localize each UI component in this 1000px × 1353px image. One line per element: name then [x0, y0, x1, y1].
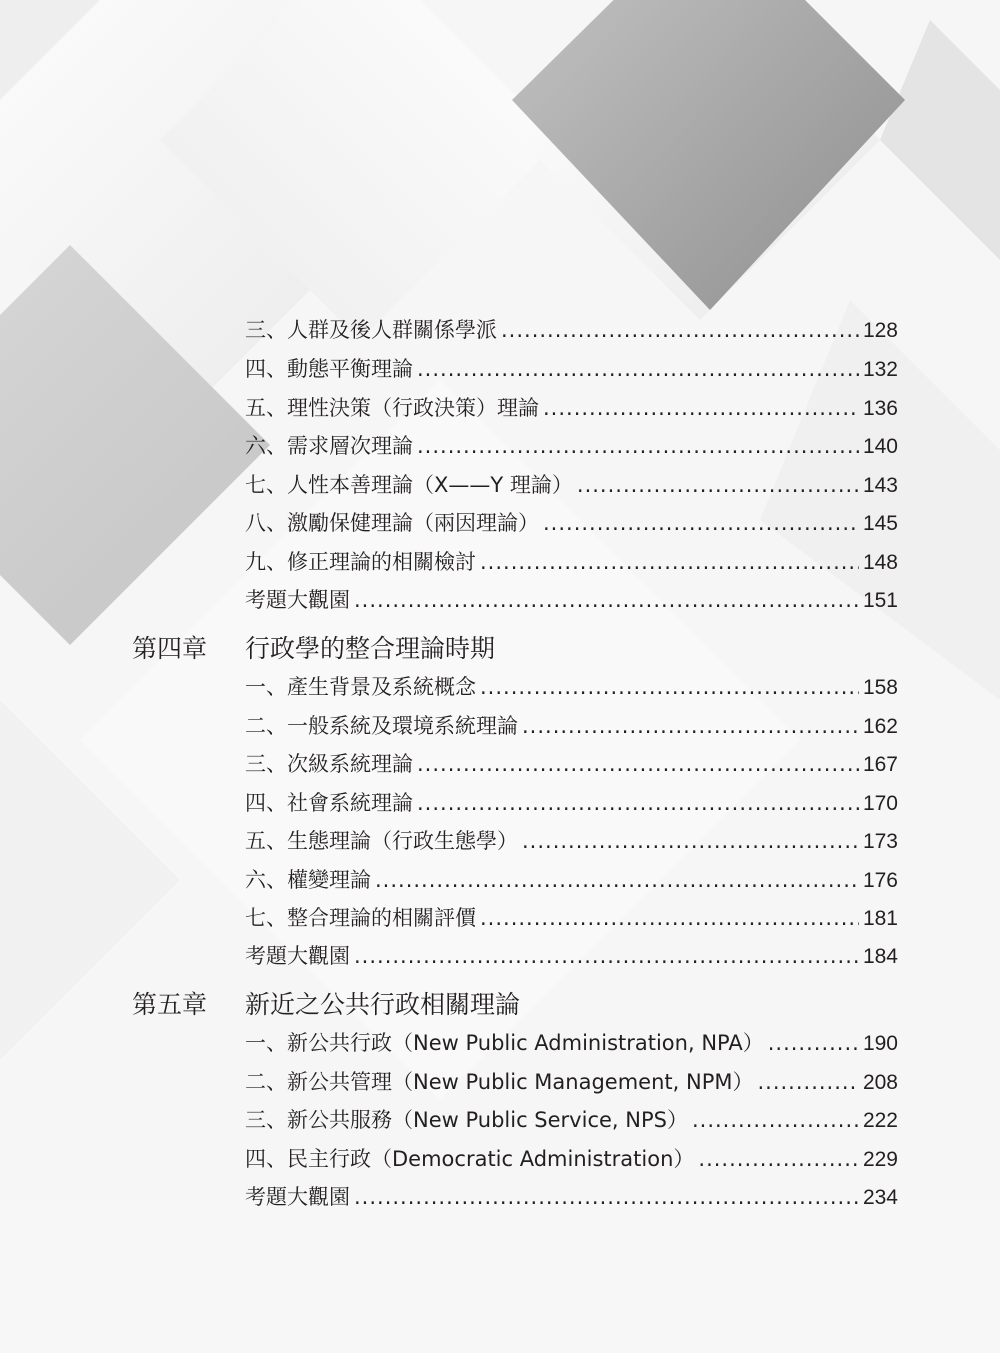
entry-page: 167	[862, 753, 898, 776]
entry-title: 一、產生背景及系統概念	[245, 675, 476, 699]
entry-title: 三、次級系統理論	[245, 752, 413, 776]
toc-entry[interactable]	[245, 899, 898, 938]
toc-entry[interactable]	[245, 389, 898, 428]
toc-entry[interactable]	[245, 1024, 898, 1063]
entry-title: 九、修正理論的相關檢討	[245, 550, 476, 574]
chapter-title: 新近之公共行政相關理論	[245, 990, 521, 1019]
entry-title: 四、民主行政（Democratic Administration）	[245, 1147, 695, 1171]
dot-leader	[480, 543, 859, 582]
dot-leader	[757, 1063, 858, 1102]
entry-title: 考題大觀園	[245, 1185, 350, 1209]
toc-entry[interactable]	[245, 427, 898, 466]
dot-leader	[522, 822, 859, 861]
entry-title: 七、整合理論的相關評價	[245, 906, 476, 930]
entry-page: 132	[862, 358, 898, 381]
entry-title: 三、新公共服務（New Public Service, NPS）	[245, 1108, 688, 1132]
dot-leader	[417, 745, 859, 784]
toc-entry[interactable]	[245, 350, 898, 389]
entry-page: 173	[862, 830, 898, 853]
dot-leader	[577, 466, 859, 505]
toc-entry[interactable]	[245, 504, 898, 543]
dot-leader	[501, 311, 859, 350]
chapter-heading[interactable]	[0, 985, 1000, 1025]
dot-leader	[692, 1101, 859, 1140]
toc-entry[interactable]	[245, 707, 898, 746]
toc-entry[interactable]	[245, 311, 898, 350]
chapter-number: 第四章	[132, 634, 208, 663]
dot-leader	[543, 504, 859, 543]
entry-title: 考題大觀園	[245, 588, 350, 612]
dot-leader	[768, 1024, 859, 1063]
toc-entry[interactable]	[245, 668, 898, 707]
entry-title: 四、社會系統理論	[245, 791, 413, 815]
entry-page: 229	[862, 1148, 898, 1171]
toc-entry[interactable]	[245, 745, 898, 784]
dot-leader	[354, 937, 859, 976]
toc-entry[interactable]	[245, 784, 898, 823]
toc-entry[interactable]	[245, 1063, 898, 1102]
entry-page: 208	[862, 1071, 898, 1094]
dot-leader	[375, 861, 859, 900]
dot-leader	[354, 1178, 859, 1217]
dot-leader	[417, 784, 859, 823]
entry-page: 136	[862, 397, 898, 420]
dot-leader	[522, 707, 859, 746]
entry-page: 158	[862, 676, 898, 699]
dot-leader	[480, 668, 859, 707]
entry-page: 148	[862, 551, 898, 574]
chapter-number: 第五章	[132, 990, 208, 1019]
dot-leader	[417, 427, 859, 466]
entry-page: 234	[862, 1186, 898, 1209]
entry-page: 151	[862, 589, 898, 612]
toc-entry[interactable]	[245, 937, 898, 976]
entry-page: 143	[862, 474, 898, 497]
entry-title: 一、新公共行政（New Public Administration, NPA）	[245, 1031, 764, 1055]
chapter-title: 行政學的整合理論時期	[245, 634, 496, 663]
entry-page: 184	[862, 945, 898, 968]
entry-page: 162	[862, 715, 898, 738]
entry-page: 181	[862, 907, 898, 930]
entry-page: 145	[862, 512, 898, 535]
toc-entry[interactable]	[245, 822, 898, 861]
toc-entry[interactable]	[245, 581, 898, 620]
dot-leader	[698, 1140, 859, 1179]
toc-entry[interactable]	[245, 466, 898, 505]
dot-leader	[354, 581, 859, 620]
entry-page: 190	[862, 1032, 898, 1055]
entry-title: 五、生態理論（行政生態學）	[245, 829, 518, 853]
entry-title: 七、人性本善理論（X——Y 理論）	[245, 473, 573, 497]
entry-title: 五、理性決策（行政決策）理論	[245, 396, 539, 420]
entry-title: 考題大觀園	[245, 944, 350, 968]
entry-title: 四、動態平衡理論	[245, 357, 413, 381]
toc-entry[interactable]	[245, 543, 898, 582]
entry-title: 八、激勵保健理論（兩因理論）	[245, 511, 539, 535]
entry-title: 六、需求層次理論	[245, 434, 413, 458]
entry-title: 六、權變理論	[245, 868, 371, 892]
toc-entry[interactable]	[245, 1178, 898, 1217]
dot-leader	[480, 899, 859, 938]
entry-title: 二、新公共管理（New Public Management, NPM）	[245, 1070, 754, 1094]
entry-title: 三、人群及後人群關係學派	[245, 318, 497, 342]
entry-page: 140	[862, 435, 898, 458]
dot-leader	[543, 389, 859, 428]
entry-page: 222	[862, 1109, 898, 1132]
toc-entry[interactable]	[245, 1140, 898, 1179]
dot-leader	[417, 350, 859, 389]
toc-entry[interactable]	[245, 861, 898, 900]
entry-title: 二、一般系統及環境系統理論	[245, 714, 518, 738]
entry-page: 176	[862, 869, 898, 892]
toc-entry[interactable]	[245, 1101, 898, 1140]
entry-page: 170	[862, 792, 898, 815]
entry-page: 128	[862, 319, 898, 342]
chapter-heading[interactable]	[0, 629, 1000, 669]
